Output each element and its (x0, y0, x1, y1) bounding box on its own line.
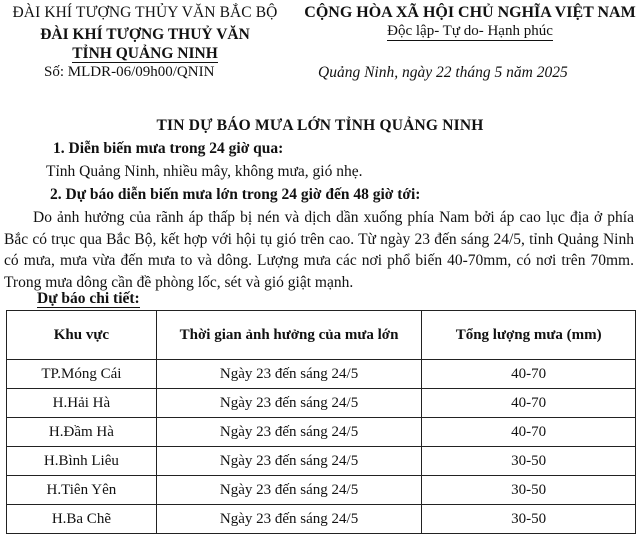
national-motto (300, 23, 640, 40)
org-name-line2 (0, 45, 290, 63)
document-title: TIN DỰ BÁO MƯA LỚN TỈNH QUẢNG NINH (156, 117, 484, 134)
cell-rainfall: 30-50 (422, 447, 636, 476)
table-row (7, 505, 636, 534)
org-name-line1: ĐÀI KHÍ TƯỢNG THUỶ VĂN (40, 26, 250, 43)
section1-body: Tỉnh Quảng Ninh, nhiều mây, không mưa, gió nhẹ. (46, 163, 363, 180)
country-name: CỘNG HÒA XÃ HỘI CHỦ NGHĨA VIỆT NAM (304, 4, 636, 21)
cell-time: Ngày 23 đến sáng 24/5 (156, 360, 422, 389)
table-row (7, 447, 636, 476)
cell-area: TP.Móng Cái (7, 360, 157, 389)
cell-rainfall: 30-50 (422, 476, 636, 505)
header-time: Thời gian ảnh hưởng của mưa lớn (156, 311, 422, 360)
cell-time: Ngày 23 đến sáng 24/5 (156, 447, 422, 476)
header-rainfall: Tổng lượng mưa (mm) (422, 311, 636, 360)
cell-rainfall: 40-70 (422, 389, 636, 418)
cell-area: H.Ba Chẽ (7, 505, 157, 534)
org-parent: ĐÀI KHÍ TƯỢNG THỦY VĂN BẮC BỘ (12, 4, 278, 21)
cell-area: H.Tiên Yên (7, 476, 157, 505)
table-row (7, 418, 636, 447)
cell-time: Ngày 23 đến sáng 24/5 (156, 476, 422, 505)
section2-body: Do ảnh hưởng của rãnh áp thấp bị nén và dịch dần xuống phía Nam bởi áp cao lục địa ở phía Bắc có trục qua Bắc Bộ, kết hợp với hội tụ gió trên cao. Từ ngày 23 đến sáng 24/5, tỉnh Quảng Ninh có mưa, mưa vừa đến mưa to và dông. Lượng mưa các nơi phổ biến 40-70mm, có nơi trên 70mm. Trong mưa dông cần đề phòng lốc, sét và gió giật mạnh. (4, 209, 634, 292)
cell-area: H.Hải Hà (7, 389, 157, 418)
cell-rainfall: 40-70 (422, 360, 636, 389)
doc-number: Số: MLDR-06/09h00/QNIN (44, 64, 215, 80)
cell-time: Ngày 23 đến sáng 24/5 (156, 389, 422, 418)
org-name-line2-text: TỈNH QUẢNG NINH (72, 45, 218, 62)
cell-rainfall: 40-70 (422, 418, 636, 447)
cell-time: Ngày 23 đến sáng 24/5 (156, 505, 422, 534)
detail-label (37, 290, 140, 308)
cell-area: H.Bình Liêu (7, 447, 157, 476)
motto-text: Độc lập- Tự do- Hạnh phúc (387, 23, 553, 39)
table-row (7, 389, 636, 418)
cell-rainfall: 30-50 (422, 505, 636, 534)
section1-heading: 1. Diễn biến mưa trong 24 giờ qua: (53, 140, 284, 157)
table-row (7, 476, 636, 505)
header-area: Khu vực (7, 311, 157, 360)
detail-label-text: Dự báo chi tiết: (37, 290, 140, 307)
cell-area: H.Đầm Hà (7, 418, 157, 447)
table-row (7, 360, 636, 389)
table-header-row (7, 311, 636, 360)
section2-heading: 2. Dự báo diễn biến mưa lớn trong 24 giờ đến 48 giờ tới: (50, 186, 421, 203)
cell-time: Ngày 23 đến sáng 24/5 (156, 418, 422, 447)
forecast-table (6, 310, 636, 534)
dateline: Quảng Ninh, ngày 22 tháng 5 năm 2025 (318, 64, 568, 81)
